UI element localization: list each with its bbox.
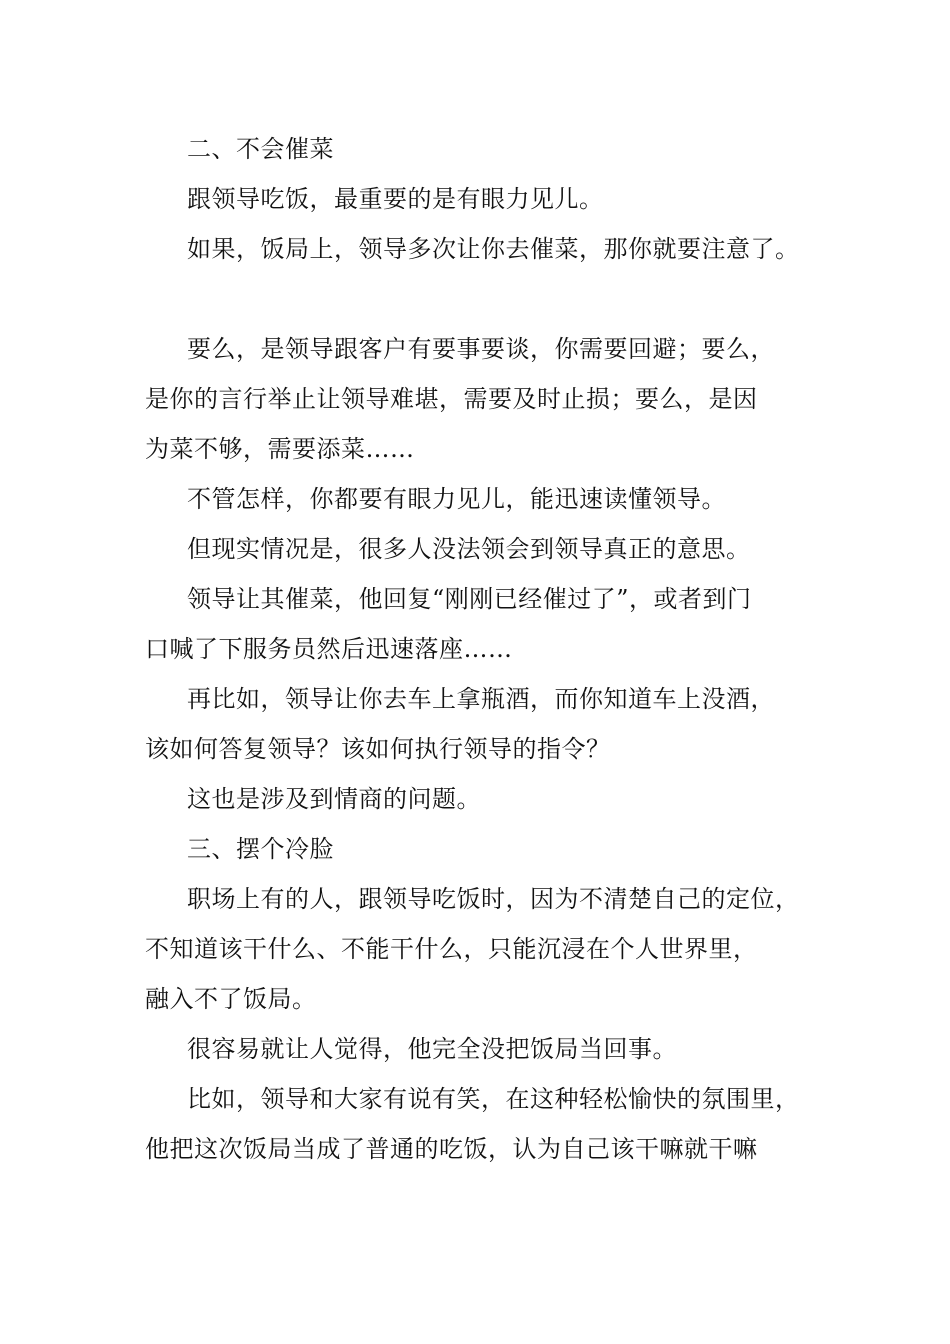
paragraph-line: 再比如，领导让你去车上拿瓶酒，而你知道车上没酒，	[187, 685, 775, 713]
paragraph-line: 很容易就让人觉得，他完全没把饭局当回事。	[187, 1035, 677, 1063]
paragraph-line: 该如何答复领导？该如何执行领导的指令？	[145, 735, 611, 763]
paragraph-line: 比如，领导和大家有说有笑，在这种轻松愉快的氛围里，	[187, 1085, 800, 1113]
paragraph-line: 领导让其催菜，他回复“刚刚已经催过了”，或者到门	[187, 585, 752, 613]
paragraph-line: 跟领导吃饭，最重要的是有眼力见儿。	[187, 185, 604, 213]
paragraph-line: 不知道该干什么、不能干什么，只能沉浸在个人世界里，	[145, 935, 758, 963]
paragraph-line: 要么，是领导跟客户有要事要谈，你需要回避；要么，	[187, 335, 775, 363]
heading-section-three: 三、摆个冷脸	[187, 835, 334, 863]
paragraph-line: 但现实情况是，很多人没法领会到领导真正的意思。	[187, 535, 751, 563]
paragraph-line: 口喊了下服务员然后迅速落座……	[145, 635, 513, 663]
paragraph-line: 职场上有的人，跟领导吃饭时，因为不清楚自己的定位，	[187, 885, 800, 913]
paragraph-line: 这也是涉及到情商的问题。	[187, 785, 481, 813]
paragraph-line: 他把这次饭局当成了普通的吃饭，认为自己该干嘛就干嘛	[145, 1135, 758, 1163]
paragraph-line: 如果，饭局上，领导多次让你去催菜，那你就要注意了。	[187, 235, 800, 263]
heading-section-two: 二、不会催菜	[187, 135, 334, 163]
paragraph-line: 为菜不够，需要添菜……	[145, 435, 415, 463]
paragraph-line: 融入不了饭局。	[145, 985, 317, 1013]
paragraph-line: 是你的言行举止让领导难堪，需要及时止损；要么，是因	[145, 385, 758, 413]
paragraph-line: 不管怎样，你都要有眼力见儿，能迅速读懂领导。	[187, 485, 726, 513]
